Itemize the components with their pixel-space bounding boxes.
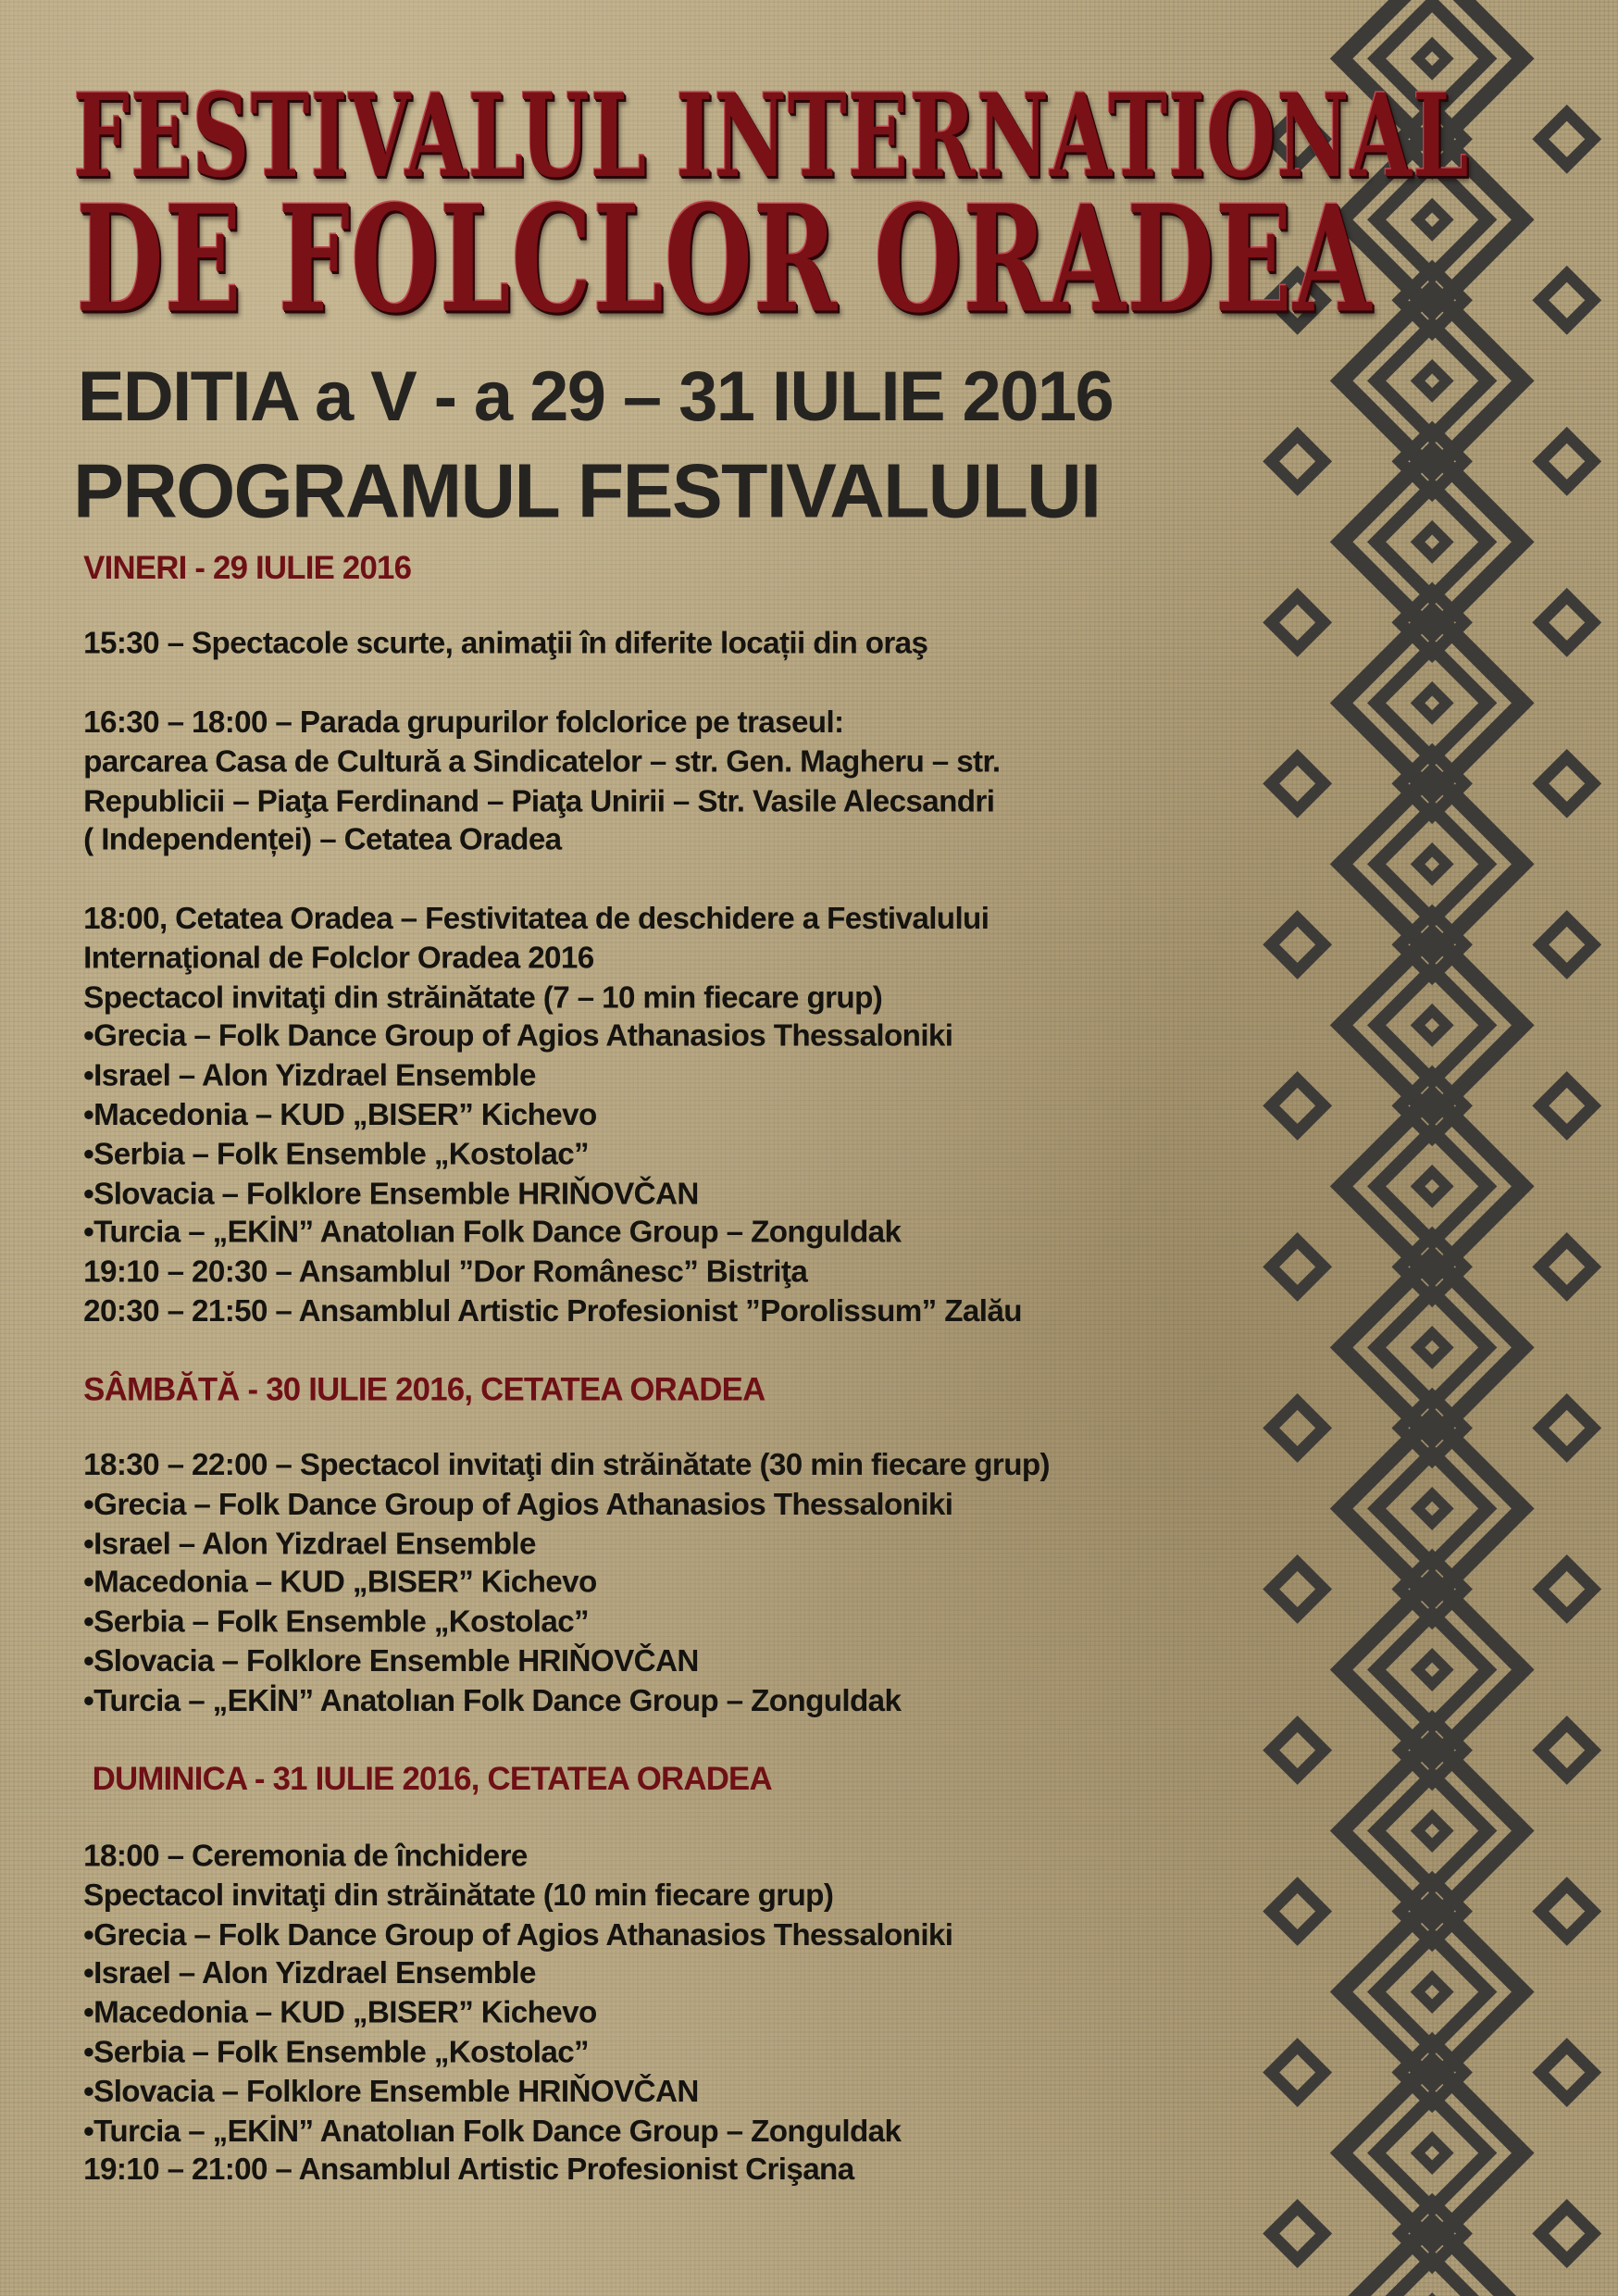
edition-dates: EDITIA a V - a 29 – 31 IULIE 2016 [77, 358, 1114, 437]
list-item: 16:30 – 18:00 – Parada grupurilor folclorice pe traseul: [83, 705, 844, 740]
list-item: Republicii – Piaţa Ferdinand – Piaţa Unirii – Str. Vasile Alecsandri [83, 784, 995, 818]
list-item: •Slovacia – Folklore Ensemble HRIŇOVČAN [83, 2075, 699, 2109]
list-item: •Slovacia – Folklore Ensemble HRIŇOVČAN [83, 1177, 699, 1211]
list-item: •Grecia – Folk Dance Group of Agios Athanasios Thessaloniki [83, 1019, 953, 1054]
list-item: •Serbia – Folk Ensemble „Kostolac” [83, 2035, 590, 2070]
list-item: 18:30 – 22:00 – Spectacol invitaţi din străinătate (30 min fiecare grup) [83, 1448, 1050, 1482]
list-item: 18:00 – Ceremonia de închidere [83, 1839, 528, 1874]
list-item: •Turcia – „EKİN” Anatolıan Folk Dance Group – Zonguldak [83, 1216, 902, 1251]
saturday-program-list [83, 1447, 1050, 1722]
list-item: •Serbia – Folk Ensemble „Kostolac” [83, 1137, 590, 1172]
friday-program-list [83, 901, 1022, 1332]
list-item: •Serbia – Folk Ensemble „Kostolac” [83, 1605, 590, 1640]
festival-title-line1: FESTIVALUL INTERNATIONAL [73, 69, 1470, 204]
list-item: •Macedonia – KUD „BISER” Kichevo [83, 1566, 597, 1601]
day-heading-sunday: DUMINICA - 31 IULIE 2016, CETATEA ORADEA [92, 1760, 772, 1798]
list-item: Internaţional de Folclor Oradea 2016 [83, 941, 594, 976]
friday-parade-route [83, 705, 1000, 862]
list-item: •Grecia – Folk Dance Group of Agios Athanasios Thessaloniki [83, 1487, 953, 1522]
list-item: •Macedonia – KUD „BISER” Kichevo [83, 1098, 597, 1132]
festival-title-line2: DE FOLCLOR ORADEA [76, 172, 1373, 346]
list-item: 19:10 – 20:30 – Ansamblul ”Dor Românesc” Bistriţa [83, 1255, 808, 1290]
sunday-program-list [83, 1838, 952, 2191]
day-heading-saturday: SÂMBĂTĂ - 30 IULIE 2016, CETATEA ORADEA [83, 1370, 765, 1408]
list-item: •Grecia – Folk Dance Group of Agios Athanasios Thessaloniki [83, 1917, 953, 1953]
list-item: •Turcia – „EKİN” Anatolıan Folk Dance Group – Zonguldak [83, 2114, 902, 2149]
list-item: •Israel – Alon Yizdrael Ensemble [83, 1527, 536, 1561]
list-item: ( Independenței) – Cetatea Oradea [83, 823, 562, 858]
list-item: Spectacol invitaţi din străinătate (7 – 10 min fiecare grup) [83, 980, 883, 1015]
list-item: •Macedonia – KUD „BISER” Kichevo [83, 1996, 597, 2030]
list-item: •Turcia – „EKİN” Anatolıan Folk Dance Group – Zonguldak [83, 1683, 902, 1718]
day-heading-friday: VINERI - 29 IULIE 2016 [83, 549, 412, 586]
list-item: •Israel – Alon Yizdrael Ensemble [83, 1957, 536, 1991]
list-item: 20:30 – 21:50 – Ansamblul Artistic Profesionist ”Porolissum” Zalău [83, 1294, 1022, 1329]
list-item: parcarea Casa de Cultură a Sindicatelor – str. Gen. Magheru – str. [83, 744, 1001, 780]
list-item: 19:10 – 21:00 – Ansamblul Artistic Profesionist Crişana [83, 2153, 854, 2188]
list-item: •Israel – Alon Yizdrael Ensemble [83, 1059, 536, 1093]
list-item: 18:00, Cetatea Oradea – Festivitatea de deschidere a Festivalului [83, 902, 989, 936]
list-item: Spectacol invitaţi din străinătate (10 min fiecare grup) [83, 1878, 834, 1913]
program-title: PROGRAMUL FESTIVALULUI [73, 449, 1101, 535]
list-item: •Slovacia – Folklore Ensemble HRIŇOVČAN [83, 1644, 699, 1678]
friday-event-animations: 15:30 – Spectacole scurte, animaţii în diferite locații din oraş [83, 627, 928, 661]
